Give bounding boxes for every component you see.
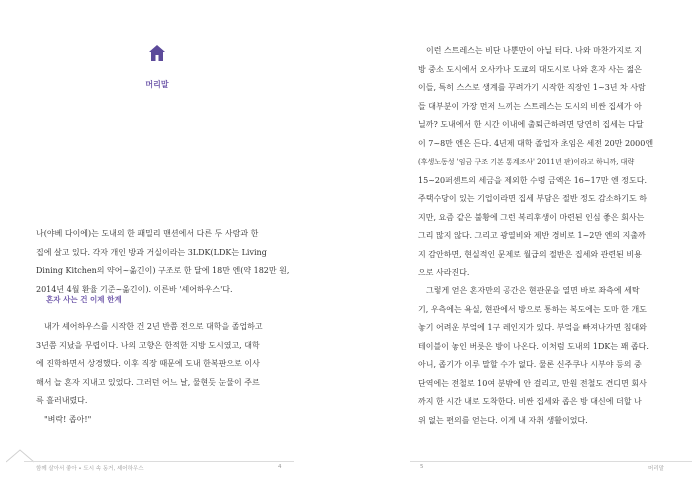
house-icon: [148, 44, 166, 62]
text-line: 내가 셰어하우스를 시작한 건 2년 반쯤 전으로 대학을 졸업하고: [44, 322, 263, 331]
text-line: 기, 우측에는 욕실, 현관에서 방으로 통하는 복도에는 도마 한 개도: [418, 304, 647, 314]
footer-book-title: 함께 살아서 좋아 • 도시 속 동거, 셰어하우스: [36, 466, 144, 472]
text-line: 집에 살고 있다. 각자 개인 방과 거실이라는 3LDK(LDK는 Living: [36, 247, 267, 257]
text-line: 닐까? 도내에서 한 시간 이내에 출퇴근하려면 당연히 집세는 다달: [418, 120, 644, 129]
page-number-right: 5: [420, 464, 424, 470]
chapter-title: 머리말: [145, 80, 169, 89]
page-number-left: 4: [278, 464, 282, 470]
left-paragraph-2: [36, 318, 286, 429]
text-line: 이런 스트레스는 비단 나뿐만이 아닐 터다. 나와 마찬가지로 지: [426, 46, 643, 55]
text-line: 아니, 좁기가 이루 말할 수가 없다. 물론 신주쿠나 시부야 등의 중: [418, 360, 642, 369]
text-line: 테이블이 놓인 버릇은 방이 나온다. 이처럼 도내의 1DK는 꽤 좁다.: [418, 341, 649, 351]
text-line: 지만, 요즘 같은 불황에 그런 복리후생이 마련된 인심 좋은 회사는: [418, 212, 645, 222]
footer-chapter-name: 머리말: [648, 466, 664, 472]
text-line: 그렇게 얻은 혼자만의 공간은 현관문을 열면 바로 좌측에 세탁: [426, 286, 640, 295]
text-line: 3년쯤 지났을 무렵이다. 나의 고향은 한적한 지방 도시였고, 대학: [36, 340, 260, 350]
text-line: (후생노동성 '임금 구조 기본 통계조사' 2011년 판)이라고 하니까, 대략: [418, 158, 635, 166]
right-paragraph-1: [418, 42, 678, 283]
right-paragraph-2: [418, 282, 678, 430]
text-line: 주택수당이 있는 기업이라면 집세 부담은 절반 정도 감소하기도 하: [418, 194, 647, 203]
text-line: 지 감안하면, 현실적인 문제로 월급의 절반은 집세와 관련된 비용: [418, 249, 642, 259]
footer-divider: [24, 461, 294, 462]
text-line: Dining Kitchen의 약어~옮긴이) 구조로 한 달에 18만 엔(약 182만 원,: [36, 266, 290, 275]
text-line: 방 중소 도시에서 오사카나 도쿄의 대도시로 나와 혼자 사는 젊은: [418, 64, 642, 74]
text-line: 2014년 4월 환율 기준~옮긴이). 이른바 '셰어하우스'다.: [36, 284, 233, 294]
text-line: 그리 많지 않다. 그리고 광열비와 제반 경비로 1~2만 엔의 지출까: [418, 231, 646, 240]
text-line: 해서 늘 혼자 지내고 있었다. 그러던 어느 날, 물현듯 눈물이 주르: [36, 377, 260, 387]
text-line: 나(야베 다이에)는 도내의 한 패밀리 맨션에서 다른 두 사람과 한: [36, 229, 259, 238]
left-paragraph-1: [36, 225, 290, 299]
section-subheading: 혼자 사는 건 이제 한계: [46, 295, 122, 304]
text-line: 이 7~8만 엔은 든다. 4년제 대학 졸업자 초임은 세전 20만 2000엔: [418, 138, 654, 148]
text-line: 으로 사라진다.: [418, 268, 470, 277]
text-line: 이들, 특히 스스로 생계를 꾸려가기 시작한 직장인 1~3년 차 사람: [418, 83, 646, 92]
text-line: 들 대부분이 가장 먼저 느끼는 스트레스는 도시의 비싼 집세가 아: [418, 101, 642, 111]
text-line: 륵 흘러내렸다.: [36, 396, 88, 405]
text-line: "벼락! 좁아!": [44, 414, 92, 424]
text-line: 놓기 어려운 부엌에 1구 레인지가 있다. 부엌을 빠져나가면 침대와: [418, 323, 647, 332]
text-line: 15~20퍼센트의 세금을 제외한 수령 금액은 16~17만 엔 정도다.: [418, 175, 648, 185]
text-line: 단역에는 전철로 10여 분밖에 안 걸리고, 만원 전철도 견디면 회사: [418, 378, 647, 388]
text-line: 위 없는 편의를 얻는다. 이게 내 자취 생활이었다.: [418, 415, 588, 425]
text-line: 에 진학하면서 상경했다. 이후 직장 때문에 도내 한복판으로 이사: [36, 359, 260, 368]
text-line: 까지 한 시간 내로 도착한다. 비싼 집세와 좁은 방 대신에 더할 나: [418, 397, 642, 406]
footer-divider: [410, 461, 692, 462]
